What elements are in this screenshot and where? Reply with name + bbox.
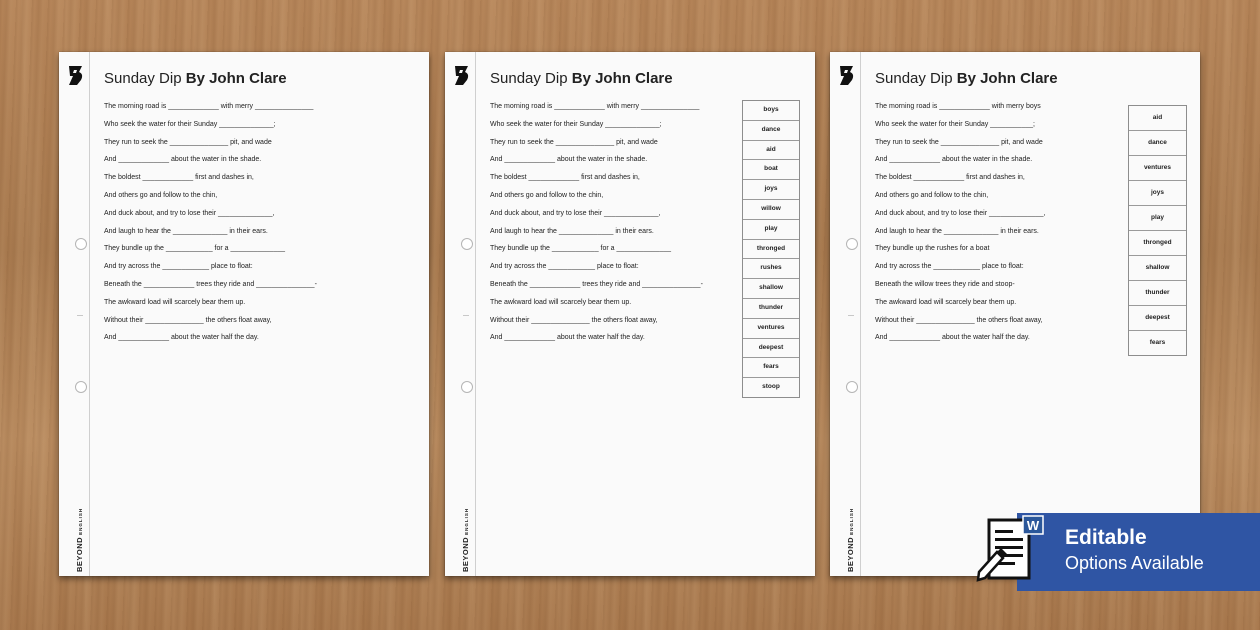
poem-line: And _____________ about the water in the shade. <box>875 156 1033 164</box>
word-bank-item: shallow <box>1129 256 1186 281</box>
poem-lines <box>490 102 730 351</box>
poem-line: The morning road is _____________ with merry _______________ <box>104 103 314 110</box>
punch-hole <box>75 238 87 250</box>
poem-line: Who seek the water for their Sunday ______________; <box>104 120 276 128</box>
poem-lines <box>104 102 344 351</box>
poem-line: And _____________ about the water half the day. <box>490 334 645 342</box>
poem-line: And try across the ____________ place to float: <box>875 263 1024 271</box>
word-bank-item: thunder <box>743 299 799 319</box>
poem-lines <box>875 102 1115 351</box>
poem-line: They run to seek the _______________ pit, and wade <box>490 138 658 146</box>
punch-hole <box>461 381 473 393</box>
word-bank-item: joys <box>743 180 799 200</box>
poem-line: Without their _______________ the others float away, <box>490 316 658 324</box>
word-bank-item: ventures <box>1129 156 1186 181</box>
brand-sub: ENGLISH <box>849 507 854 535</box>
poem-line: And others go and follow to the chin, <box>490 191 604 199</box>
brand-vertical <box>64 482 86 572</box>
word-bank-item: boat <box>743 160 799 180</box>
word-letter: W <box>1026 518 1040 533</box>
beyond-logo-icon <box>838 64 856 86</box>
margin-line <box>475 52 476 576</box>
poem-line: And _____________ about the water half the day. <box>875 334 1030 342</box>
margin-line <box>860 52 861 576</box>
poem-line: The boldest _____________ first and dashes in, <box>490 174 640 182</box>
poem-line: Who seek the water for their Sunday ______________; <box>490 120 662 128</box>
poem-line: And try across the ____________ place to float: <box>490 263 639 271</box>
word-bank-item: thronged <box>743 240 799 260</box>
poem-line: And _____________ about the water in the shade. <box>490 156 648 164</box>
poem-line: Without their _______________ the others float away, <box>104 316 272 324</box>
punch-hole <box>461 238 473 250</box>
word-bank-item: joys <box>1129 181 1186 206</box>
poem-line: The morning road is _____________ with merry _______________ <box>490 103 700 110</box>
poem-line: The boldest _____________ first and dashes in, <box>104 174 254 182</box>
brand-sub: ENGLISH <box>78 507 83 535</box>
word-bank-item: aid <box>1129 106 1186 131</box>
word-bank-item: fears <box>1149 339 1166 346</box>
title-plain: Sunday Dip <box>104 70 182 87</box>
word-bank-item: shallow <box>743 279 799 299</box>
poem-line: The awkward load will scarcely bear them up. <box>875 298 1017 306</box>
word-bank-item: aid <box>743 141 799 161</box>
poem-line: And _____________ about the water in the shade. <box>104 156 262 164</box>
word-bank-item: thunder <box>1129 281 1186 306</box>
punch-hole <box>846 381 858 393</box>
beyond-logo-icon <box>453 64 471 86</box>
word-bank-item: deepest <box>1129 306 1186 331</box>
brand-sub: ENGLISH <box>464 507 469 535</box>
margin-tick <box>848 315 854 316</box>
poem-line: And others go and follow to the chin, <box>104 191 218 199</box>
badge-text <box>1065 525 1204 575</box>
brand-vertical <box>450 482 472 572</box>
poem-line: And duck about, and try to lose their ______________, <box>875 209 1046 217</box>
brand-main: BEYOND <box>461 536 470 572</box>
poem-line: Beneath the _____________ trees they ride and _______________- <box>490 280 703 288</box>
poem-line: They bundle up the ____________ for a ______________ <box>104 245 285 253</box>
poem-line: Beneath the _____________ trees they ride and _______________- <box>104 280 317 288</box>
poem-line: And laugh to hear the ______________ in their ears. <box>104 227 268 235</box>
poem-line: The morning road is _____________ with merry boys <box>875 103 1041 110</box>
worksheet-title <box>104 70 287 87</box>
title-plain: Sunday Dip <box>490 70 568 87</box>
poem-line: And laugh to hear the ______________ in their ears. <box>490 227 654 235</box>
punch-hole <box>846 238 858 250</box>
word-bank-item: deepest <box>743 339 799 359</box>
poem-line: They bundle up the rushes for a boat <box>875 245 990 253</box>
word-document-icon <box>975 514 1057 590</box>
word-bank <box>742 100 800 398</box>
poem-line: They run to seek the _______________ pit, and wade <box>875 138 1043 146</box>
word-bank-item: boys <box>743 101 799 121</box>
word-bank-item: play <box>1129 206 1186 231</box>
poem-line: Who seek the water for their Sunday ___________; <box>875 120 1035 128</box>
poem-line: The boldest _____________ first and dashes in, <box>875 174 1025 182</box>
margin-tick <box>77 315 83 316</box>
brand-main: BEYOND <box>846 536 855 572</box>
poem-line: The awkward load will scarcely bear them up. <box>104 298 246 306</box>
poem-line: And laugh to hear the ______________ in their ears. <box>875 227 1039 235</box>
brand-vertical <box>835 482 857 572</box>
word-bank-item: fears <box>743 358 799 378</box>
punch-hole <box>75 381 87 393</box>
poem-line: And try across the ____________ place to float: <box>104 263 253 271</box>
word-bank-item: willow <box>743 200 799 220</box>
poem-line: The awkward load will scarcely bear them up. <box>490 298 632 306</box>
poem-line: And duck about, and try to lose their ______________, <box>104 209 275 217</box>
poem-line: And others go and follow to the chin, <box>875 191 989 199</box>
worksheet-title <box>875 70 1058 87</box>
title-bold: By John Clare <box>956 70 1058 87</box>
word-bank-item: ventures <box>743 319 799 339</box>
word-bank <box>1128 105 1187 356</box>
word-bank-item: stoop <box>762 383 780 391</box>
title-bold: By John Clare <box>185 70 287 87</box>
word-bank-item: play <box>743 220 799 240</box>
poem-line: Beneath the willow trees they ride and stoop- <box>875 280 1015 288</box>
worksheet-partial <box>830 52 1200 576</box>
title-bold: By John Clare <box>571 70 673 87</box>
worksheet-title <box>490 70 673 87</box>
brand-main: BEYOND <box>75 536 84 572</box>
margin-tick <box>463 315 469 316</box>
beyond-logo-icon <box>67 64 85 86</box>
word-bank-item: thronged <box>1129 231 1186 256</box>
poem-line: And _____________ about the water half the day. <box>104 334 259 342</box>
badge-subtitle: Options Available <box>1065 553 1204 573</box>
worksheet-blank <box>59 52 429 576</box>
badge-title: Editable <box>1065 526 1147 549</box>
poem-line: They run to seek the _______________ pit, and wade <box>104 138 272 146</box>
word-bank-item: dance <box>743 121 799 141</box>
word-bank-item: rushes <box>743 259 799 279</box>
word-bank-item: dance <box>1129 131 1186 156</box>
worksheet-word-bank <box>445 52 815 576</box>
margin-line <box>89 52 90 576</box>
poem-line: Without their _______________ the others float away, <box>875 316 1043 324</box>
poem-line: And duck about, and try to lose their ______________, <box>490 209 661 217</box>
poem-line: They bundle up the ____________ for a ______________ <box>490 245 671 253</box>
title-plain: Sunday Dip <box>875 70 953 87</box>
